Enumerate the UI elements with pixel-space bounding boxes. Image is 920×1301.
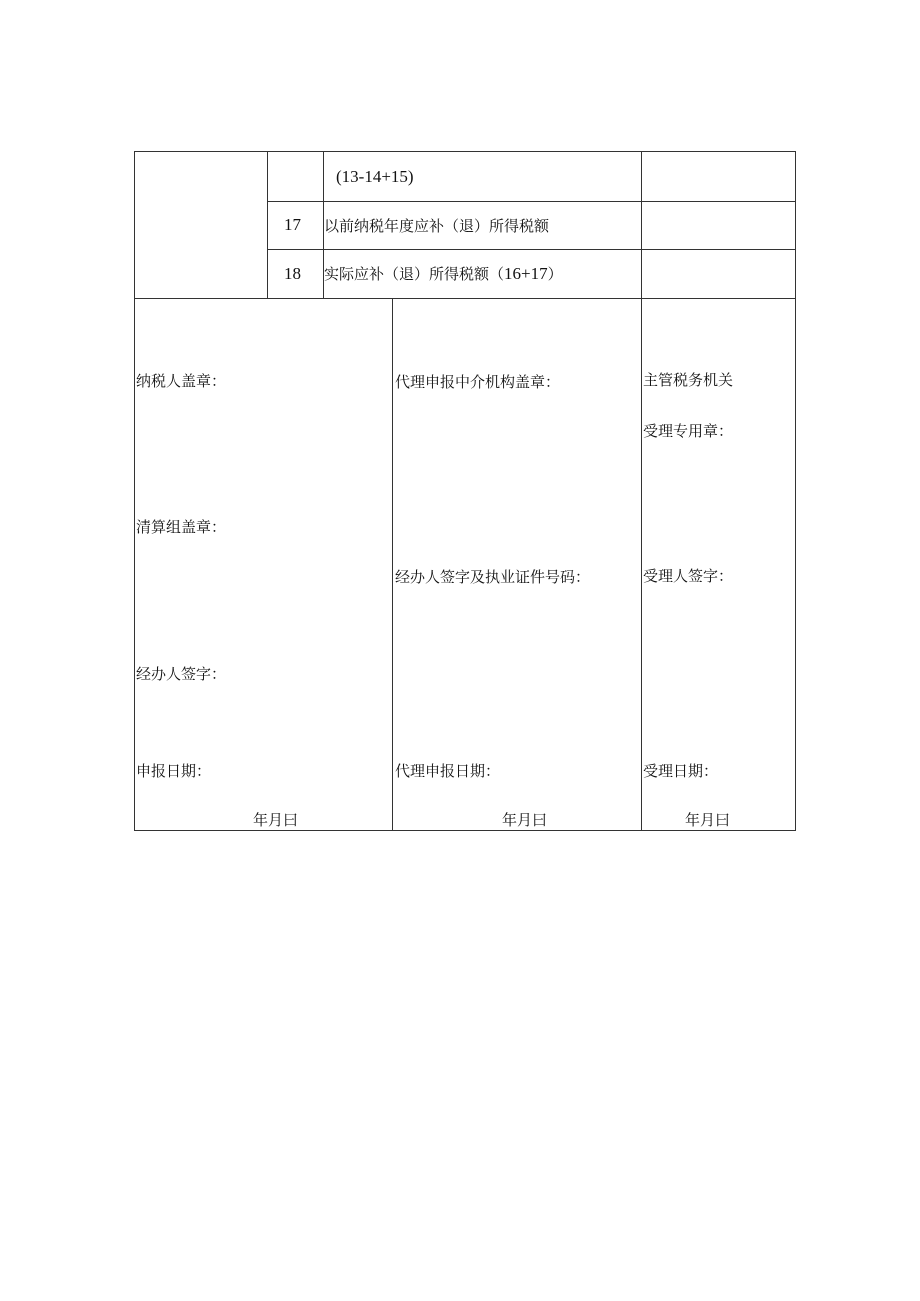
row-formula: (13-14+15) bbox=[336, 167, 414, 186]
taxpayer-seal-label: 纳税人盖章： bbox=[136, 372, 227, 390]
handler-signature-label: 经办人签字： bbox=[136, 665, 227, 683]
agency-seal-label: 代理申报中介机构盖章： bbox=[395, 373, 561, 391]
liquidation-seal-label: 清算组盖章： bbox=[136, 518, 227, 536]
report-date-format: 年月曰 bbox=[253, 811, 299, 829]
row-item-suffix: ） bbox=[547, 265, 563, 283]
row-line-number: 17 bbox=[284, 215, 301, 234]
column-divider bbox=[267, 151, 268, 299]
agency-report-date-label: 代理申报日期： bbox=[395, 762, 501, 780]
row-item-label bbox=[324, 264, 563, 284]
tax-authority-title: 主管税务机关 bbox=[643, 371, 734, 389]
accept-date-label: 受理日期： bbox=[643, 762, 719, 780]
border-top bbox=[134, 151, 796, 152]
column-divider bbox=[392, 298, 393, 831]
border-left bbox=[134, 151, 135, 831]
section-divider bbox=[134, 298, 796, 299]
tax-return-form bbox=[134, 151, 796, 831]
row-item-formula: 16+17 bbox=[504, 264, 548, 283]
border-right bbox=[795, 151, 796, 831]
border-bottom bbox=[134, 830, 796, 831]
row-divider bbox=[268, 201, 796, 202]
report-date-label: 申报日期： bbox=[136, 762, 212, 780]
column-divider bbox=[641, 151, 642, 831]
row-divider bbox=[268, 249, 796, 250]
row-item-prefix: 实际应补（退）所得税额（ bbox=[324, 265, 505, 283]
row-item-label: 以前纳税年度应补（退）所得税额 bbox=[324, 217, 550, 235]
accept-date-format: 年月曰 bbox=[685, 811, 731, 829]
acceptance-seal-label: 受理专用章： bbox=[643, 422, 734, 440]
agency-handler-signature-label: 经办人签字及执业证件号码： bbox=[395, 568, 591, 586]
receiver-signature-label: 受理人签字： bbox=[643, 567, 734, 585]
row-line-number: 18 bbox=[284, 264, 301, 283]
agency-date-format: 年月曰 bbox=[502, 811, 548, 829]
